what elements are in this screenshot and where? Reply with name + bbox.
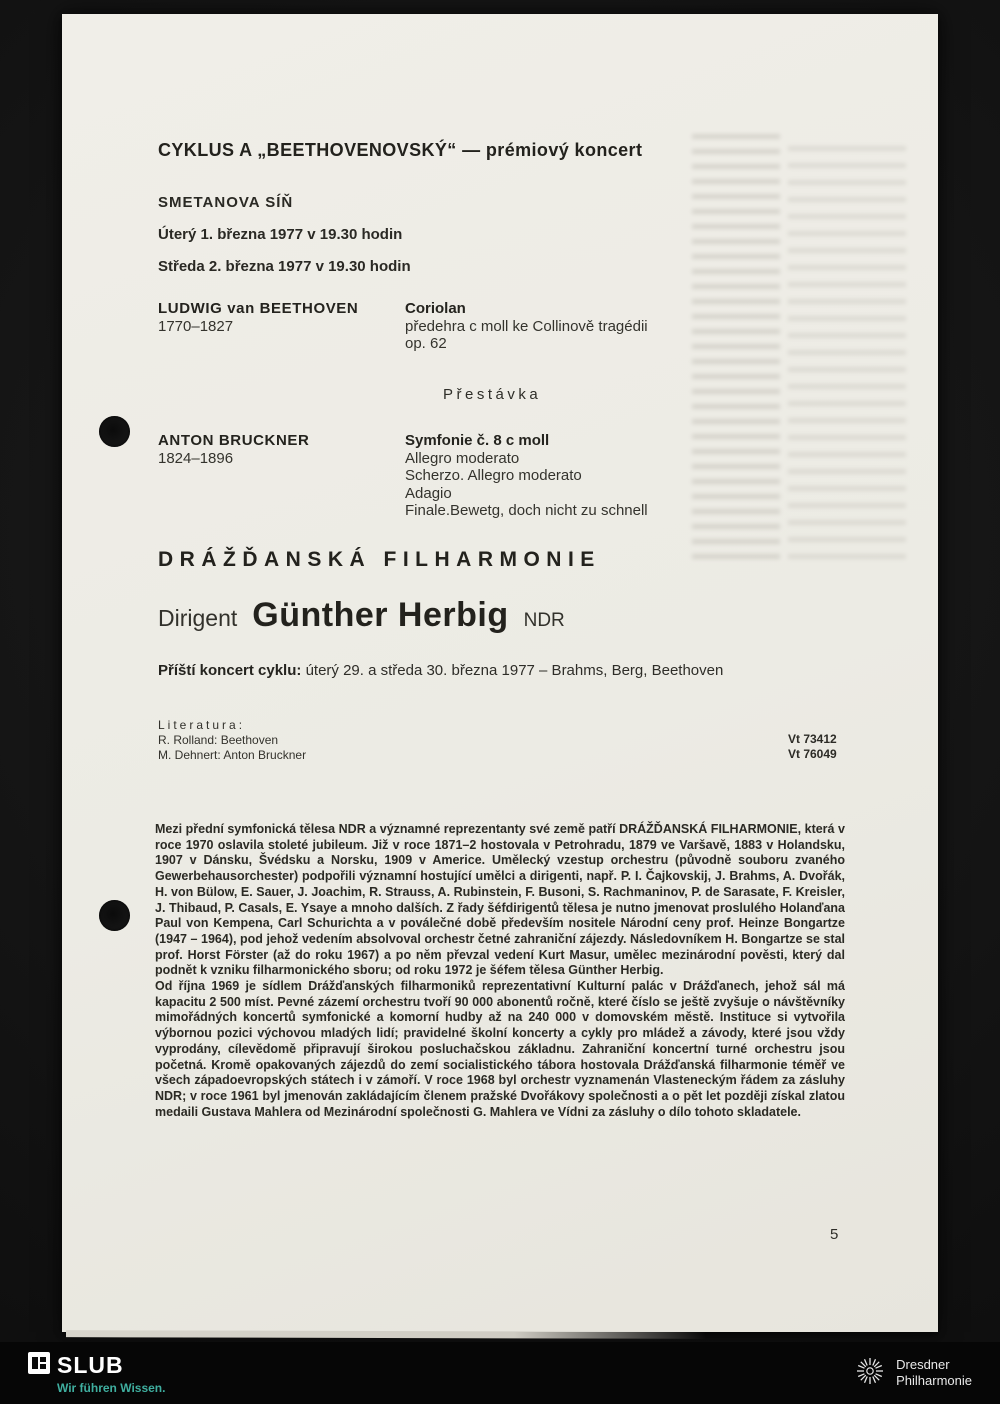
body-paragraph: Mezi přední symfonická tělesa NDR a významné reprezentanty své země patří DRÁŽĎANSKÁ FILHARMONIE, která v roce 1970 oslavila stoleté jubileum. Již v roce 1871–2 hostovala v Petrohradu, 1879 ve Varšavě, 1883 v Holandsku, 1907 v Dánsku, Švédsku a Norsku, 1909 v Americe. Umělecký vzestup orchestru (původně souboru zvaného Gewerbehausorchester) podpořili významní hostující umělci a dirigenti, např. P. I. Čajkovskij, J. Brahms, A. Dvořák, H. von Bülow, E. Sauer, J. Joachim, R. Strauss, A. Rubinstein, F. Busoni, S. Rachmaninov, P. de Sarasate, F. Kreisler, J. Thibaud, P. Casals, E. Ysaye a mnoho dalších. Z řady šéfdirigentů tělesa je nutno jmenovat proslulého Holanďana Paul von Kempena, Carl Schurichta a v poválečné době především nositele Národní ceny prof. Heinze Bongartze (1947 – 1964), pod jehož vedením absolvoval orchestr četné zahraniční zájezdy. Následovníkem H. Bongartze se stal prof. Horst Förster (až do roku 1967) a po něm převzal vedení Kurt Masur, umělec mezinárodní pověsti, který dal podnět k vzniku filharmonického sboru; od roku 1972 je šéfem tělesa Günther Herbig. bbox=[155, 822, 845, 978]
concert-cycle-title: CYKLUS A „BEETHOVENOVSKÝ“ — prémiový koncert bbox=[158, 140, 643, 160]
philharmonie-logo-icon bbox=[854, 1355, 886, 1392]
next-concert-label: Příští koncert cyklu: bbox=[158, 662, 302, 679]
concert-date: Úterý 1. března 1977 v 19.30 hodin bbox=[158, 226, 403, 243]
work-detail: Scherzo. Allegro moderato bbox=[405, 467, 582, 484]
slub-wordmark: SLUB bbox=[57, 1351, 124, 1378]
philharmonie-wordmark-line2: Philharmonie bbox=[896, 1373, 972, 1388]
body-paragraph: Od října 1969 je sídlem Drážďanských filharmoniků reprezentativní Kulturní palác v Drážďanech, jehož sál má kapacitu 2 500 míst. Pevné zázemí orchestru tvoří 90 000 abonentů ročně, které číslo se ještě zvyšuje o návštěvníky mimořádných koncertů symfonické a komorní hudby až na 240 000 v domovském městě. Instituce si vytvořila výbornou pozici výchovou mladých lidí; pravidelné školní koncerty a cykly pro mládež a závody, které jsou vždy vyprodány, cílevědomě připravují širokou posluchačskou základnu. Zahraniční koncertní turné orchestru jsou početná. Kromě opakovaných zájezdů do zemí socialistického tábora hostovala Drážďanská filharmonie téměř ve všech západoevropských státech i v zámoří. V roce 1968 byl orchestr vyznamenán Vlasteneckým řádem za zásluhy NDR; v roce 1961 byl jmenován zakládajícím členem pražské Dvořákovy společnosti a o pět let později získal zlatou medaili Gustava Mahlera od Mezinárodní společnosti G. Mahlera ve Vídni za zásluhy o dílo tohoto skladatele. bbox=[155, 979, 845, 1119]
scanned-program-page bbox=[62, 14, 938, 1332]
composer-name: ANTON BRUCKNER bbox=[158, 432, 310, 449]
composer-block bbox=[158, 432, 405, 520]
catalog-numbers bbox=[788, 732, 837, 762]
conductor-line bbox=[158, 596, 565, 635]
catalog-number: Vt 73412 bbox=[788, 732, 837, 746]
footer-bar bbox=[0, 1342, 1000, 1404]
composer-years: 1770–1827 bbox=[158, 317, 234, 335]
conductor-suffix: NDR bbox=[523, 610, 565, 631]
slub-logo-icon bbox=[28, 1352, 50, 1379]
hole-punch bbox=[99, 900, 130, 931]
philharmonie-logo bbox=[854, 1355, 972, 1392]
slub-logo bbox=[28, 1352, 165, 1395]
philharmonie-wordmark-line1: Dresdner bbox=[896, 1357, 950, 1372]
orchestra-history-text bbox=[155, 822, 845, 1120]
work-detail: předehra c moll ke Collinově tragédii bbox=[405, 317, 648, 335]
next-concert-line bbox=[158, 662, 858, 679]
bleed-through-ghost bbox=[788, 146, 906, 571]
slub-tagline: Wir führen Wissen. bbox=[57, 1380, 166, 1395]
next-concert-text: úterý 29. a středa 30. března 1977 – Brahms, Berg, Beethoven bbox=[305, 662, 724, 679]
work-detail: Finale.Bewetg, doch nicht zu schnell bbox=[405, 502, 648, 519]
work-block bbox=[405, 432, 648, 520]
literature-block bbox=[158, 718, 306, 763]
concert-date: Středa 2. března 1977 v 19.30 hodin bbox=[158, 258, 411, 275]
work-title: Symfonie č. 8 c moll bbox=[405, 432, 550, 449]
program-entry bbox=[158, 432, 648, 520]
interval-label: Přestávka bbox=[443, 386, 542, 403]
orchestra-name: DRÁŽĎANSKÁ FILHARMONIE bbox=[158, 548, 601, 571]
catalog-number: Vt 76049 bbox=[788, 747, 837, 761]
work-title: Coriolan bbox=[405, 300, 466, 317]
program-entry bbox=[158, 300, 648, 353]
work-block bbox=[405, 300, 648, 353]
work-detail: op. 62 bbox=[405, 335, 447, 352]
page-number: 5 bbox=[830, 1226, 839, 1243]
composer-block bbox=[158, 300, 405, 353]
conductor-role: Dirigent bbox=[158, 605, 238, 631]
work-detail: Adagio bbox=[405, 484, 452, 502]
paper-bottom-edge bbox=[66, 1330, 706, 1339]
conductor-name: Günther Herbig bbox=[252, 596, 509, 634]
composer-years: 1824–1896 bbox=[158, 449, 234, 467]
literature-item: R. Rolland: Beethoven bbox=[158, 733, 279, 747]
literature-item: M. Dehnert: Anton Bruckner bbox=[158, 748, 307, 762]
composer-name: LUDWIG van BEETHOVEN bbox=[158, 300, 359, 317]
work-detail: Allegro moderato bbox=[405, 449, 520, 467]
bleed-through-ghost bbox=[692, 134, 780, 564]
literature-heading: Literatura: bbox=[158, 718, 246, 732]
hole-punch bbox=[99, 416, 130, 447]
venue-name: SMETANOVA SÍŇ bbox=[158, 194, 294, 211]
